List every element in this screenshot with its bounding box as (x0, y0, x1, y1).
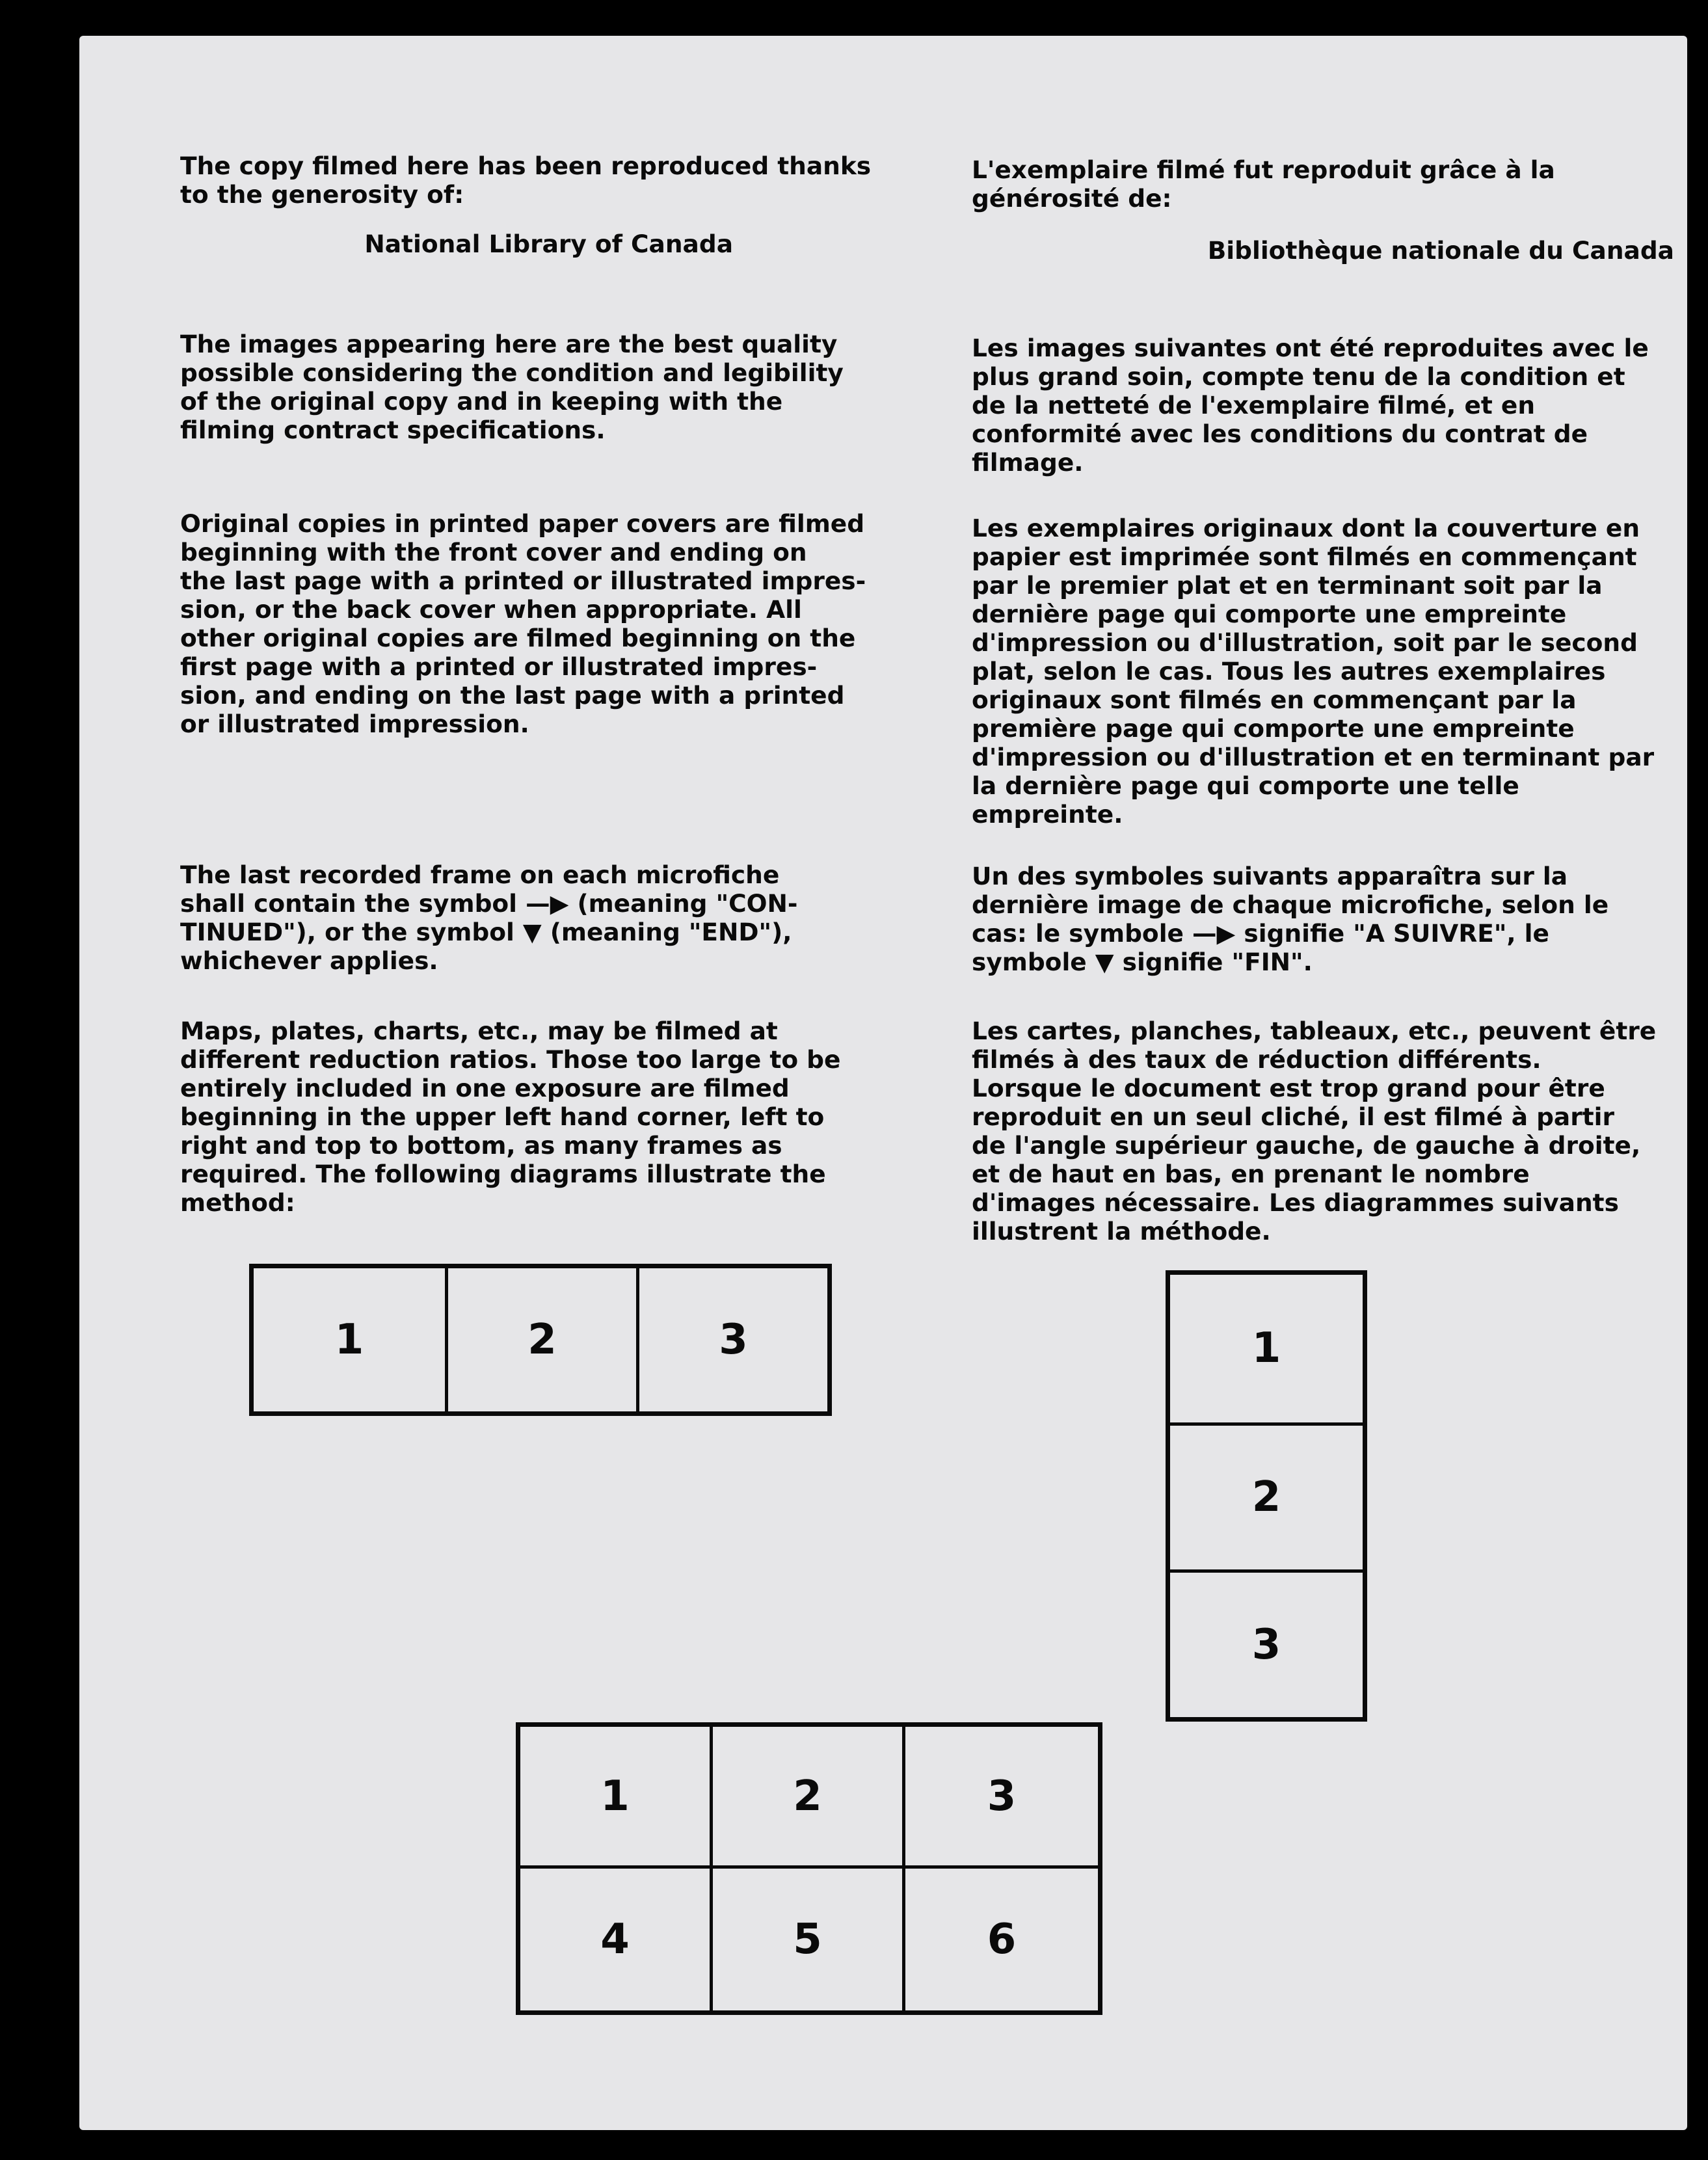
diagram-column-of-three (1166, 1270, 1367, 1722)
frame-cell: 6 (987, 1915, 1017, 1964)
english-originals-paragraph: Original copies in printed paper covers are filmed beginning with the front cover and ending on the last page with a printed or illustrated impres- sion, or the back cover when appropriate. All other original copies are filmed beginning on the first page with a printed or illustrated impres- sion, and ending on the last page with a printed or illustrated impression. (180, 509, 866, 738)
frame-cell: 3 (905, 1727, 1098, 1869)
french-originals-paragraph: Les exemplaires originaux dont la couverture en papier est imprimée sont filmés en commençant par le premier plat et en terminant soit par la dernière page qui comporte une empreinte d'impression ou d'illustration, soit par le second plat, selon le cas. Tous les autres exemplaires originaux sont filmés en commençant par la première page qui comporte une empreinte d'impression ou d'illustration et en terminant par la dernière page qui comporte une telle empreinte. (972, 514, 1655, 829)
french-intro: L'exemplaire filmé fut reproduit grâce à la générosité de: (972, 155, 1555, 213)
english-maps-paragraph: Maps, plates, charts, etc., may be filmed at different reduction ratios. Those too large to be entirely included in one exposure are filmed beginning in the upper left hand corner, left to right and top to bottom, as many frames as required. The following diagrams illustrate the method: (180, 1017, 841, 1217)
english-intro: The copy filmed here has been reproduced thanks to the generosity of: (180, 152, 872, 209)
frame-cell: 1 (520, 1727, 713, 1869)
english-library-name: National Library of Canada (364, 230, 733, 258)
frame-cell: 2 (1170, 1422, 1363, 1570)
english-quality-paragraph: The images appearing here are the best quality possible considering the condition and legibility of the original copy and in keeping with the filming contract specifications. (180, 330, 844, 444)
french-symbols-paragraph: Un des symboles suivants apparaîtra sur la dernière image de chaque microfiche, selon le cas: le symbole —▶ signifie "A SUIVRE", le symbole ▼ signifie "FIN". (972, 862, 1609, 976)
french-quality-paragraph: Les images suivantes ont été reproduites avec le plus grand soin, compte tenu de la condition et de la netteté de l'exemplaire filmé, et en conformité avec les conditions du contrat de filmage. (972, 334, 1649, 477)
frame-cell: 3 (636, 1268, 827, 1411)
frame-cell: 5 (713, 1869, 905, 2010)
frame-cell: 1 (334, 1316, 364, 1364)
frame-cell: 1 (1251, 1324, 1281, 1373)
diagram-grid-of-six (516, 1722, 1102, 2015)
french-library-name: Bibliothèque nationale du Canada (1207, 236, 1674, 265)
frame-cell: 3 (1170, 1569, 1363, 1717)
english-symbols-paragraph: The last recorded frame on each microfiche shall contain the symbol —▶ (meaning "CON- TINUED"), or the symbol ▼ (meaning "END"), whichever applies. (180, 860, 798, 975)
frame-cell: 2 (713, 1727, 905, 1869)
frame-cell: 4 (520, 1869, 713, 2010)
french-maps-paragraph: Les cartes, planches, tableaux, etc., peuvent être filmés à des taux de réduction différents. Lorsque le document est trop grand pour être reproduit en un seul cliché, il est filmé à partir de l'angle supérieur gauche, de gauche à droite, et de haut en bas, en prenant le nombre d'images nécessaire. Les diagrammes suivants illustrent la méthode. (972, 1017, 1657, 1246)
diagram-row-of-three (249, 1264, 832, 1416)
frame-cell: 2 (445, 1268, 636, 1411)
